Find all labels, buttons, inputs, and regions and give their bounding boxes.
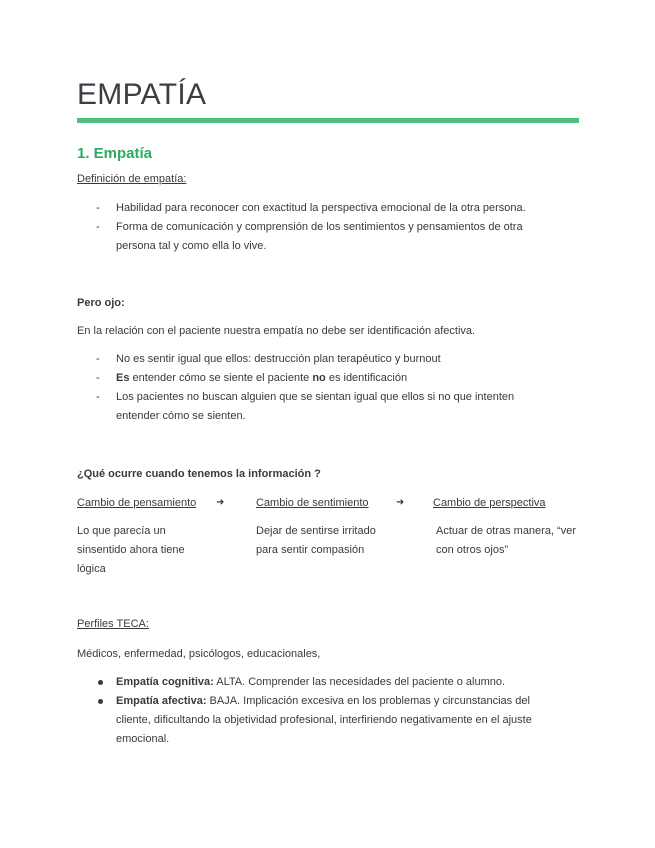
title-divider [77, 118, 579, 123]
list-item: - Forma de comunicación y comprensión de los sentimientos y pensamientos de otra persona tal y como ella lo vive. [96, 221, 523, 252]
definition-label: Definición de empatía: [77, 173, 187, 185]
change-label-2: Cambio de sentimiento [256, 497, 369, 509]
perfiles-label: Perfiles TECA: [77, 618, 149, 630]
perfiles-text: Médicos, enfermedad, psicólogos, educacionales, [77, 648, 321, 660]
change-desc-2: Dejar de sentirse irritado para sentir compasión [256, 525, 376, 556]
bullet-icon [98, 699, 103, 704]
section-heading: 1. Empatía [77, 145, 153, 162]
change-desc-1: Lo que parecía un sinsentido ahora tiene lógica [77, 525, 185, 575]
arrow-right-icon: ➜ [216, 497, 225, 508]
relation-text: En la relación con el paciente nuestra empatía no debe ser identificación afectiva. [77, 325, 476, 337]
ojo-list [77, 350, 557, 426]
change-label-1: Cambio de pensamiento [77, 497, 197, 509]
perfiles-list [77, 673, 557, 749]
question-text: ¿Qué ocurre cuando tenemos la información ? [77, 468, 321, 480]
pero-ojo-label: Pero ojo: [77, 297, 125, 309]
arrow-right-icon: ➜ [396, 497, 405, 508]
bullet-icon [98, 680, 103, 685]
list-item: - Los pacientes no buscan alguien que se sientan igual que ellos si no que intenten entender cómo se sienten. [96, 391, 515, 422]
list-item: Empatía afectiva: BAJA. Implicación excesiva en los problemas y circunstancias del cliente, dificultando la objetividad profesional, interfiriendo negativamente en el ajuste emocional. [77, 692, 556, 749]
definition-list [77, 199, 557, 256]
list-item: - No es sentir igual que ellos: destrucción plan terapéutico y burnout [96, 353, 441, 365]
change-desc-3: Actuar de otras manera, “ver con otros ojos” [436, 525, 577, 556]
list-item: - Habilidad para reconocer con exactitud la perspectiva emocional de la otra persona. [96, 202, 526, 214]
list-item: - Es entender cómo se siente el paciente no es identificación [96, 372, 408, 384]
list-item: Empatía cognitiva: ALTA. Comprender las necesidades del paciente o alumno. [77, 673, 557, 692]
page-title: EMPATÍA [77, 78, 207, 111]
change-label-3: Cambio de perspectiva [433, 497, 546, 509]
